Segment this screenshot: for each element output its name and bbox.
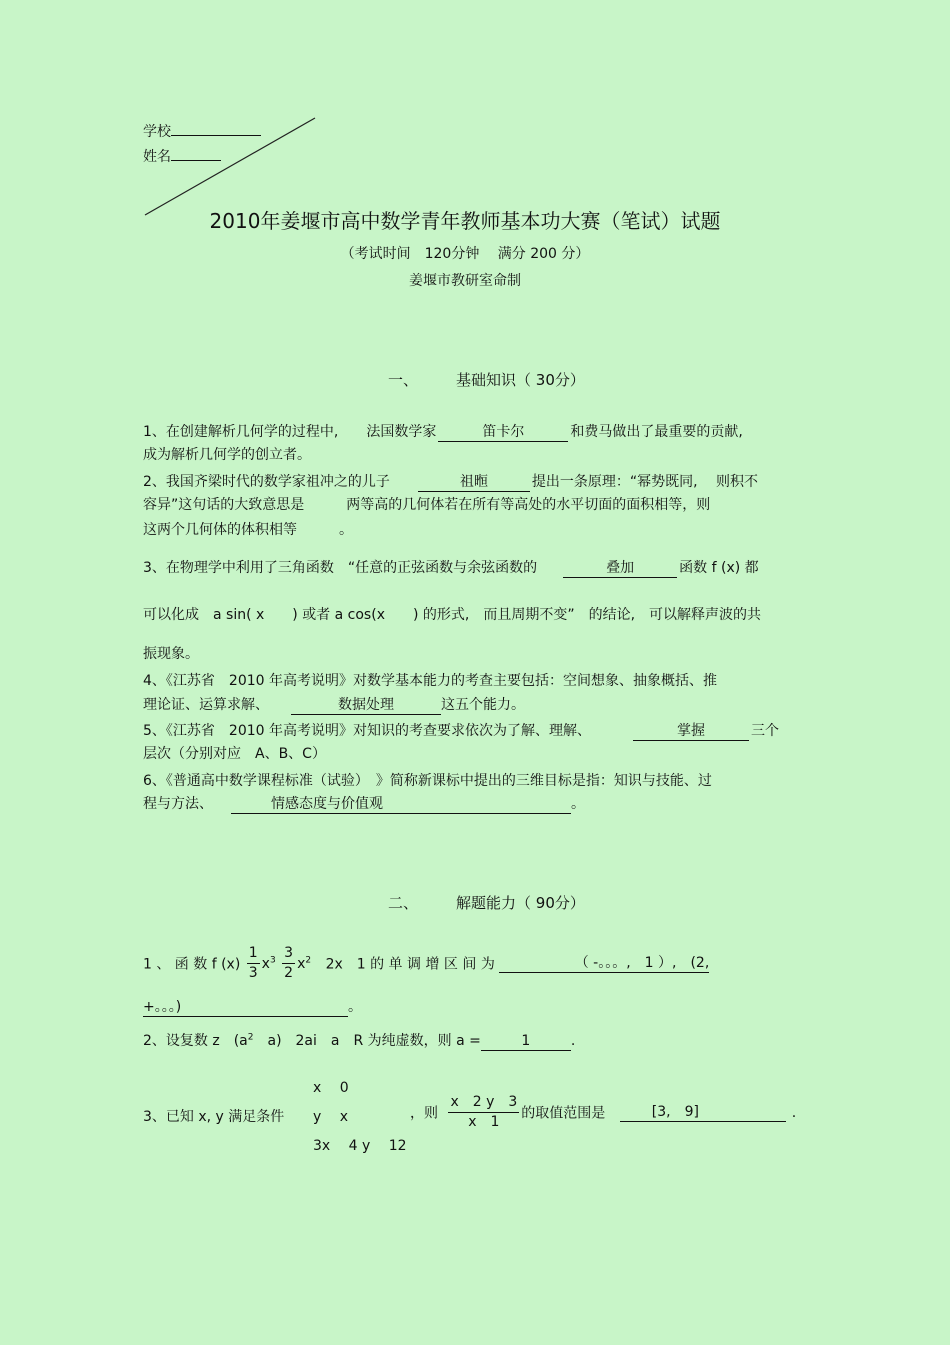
s2-q3-condition3: 3x 4 y 12 [313,1138,407,1154]
s1-q2-answer: 祖暅 [418,474,530,492]
fraction-one-third: $\frac{1}{3}$ [248,945,258,981]
s2-q1-answer-part1: （ -。。。, 1 ）, (2, [499,955,709,973]
s1-q6-line2: 程与方法、 情感态度与价值观 。 [143,796,585,812]
s2-q2-answer: 1 [481,1033,571,1051]
s2-q1-line1: 1 、 函 数 f (x) $\frac{1}{3}$ $x^3$ $\frac{3}{2}$ $x^2$ 2x 1 的 单 调 增 区 间 为 （ -。。。, 1 ）, (2, [143,945,710,981]
section2-title: 解题能力（ 90分） [456,894,585,912]
s1-q2-line1: 2、我国齐梁时代的数学家祖冲之的儿子 祖暅 提出一条原理：“幂势既同, 则积不 [143,474,759,490]
s2-q3-answer: [3, 9] [620,1104,786,1122]
page-title: 2010年姜堰市高中数学青年教师基本功大赛（笔试）试题 [209,209,721,233]
section2-heading [388,892,585,913]
s2-q3-line: 3、已知 x, y 满足条件 [143,1109,285,1125]
s1-q2-line3: 这两个几何体的体积相等 。 [143,522,353,538]
fraction-expression: $\frac{x 2 y 3}{x 1}$ [450,1094,518,1130]
exam-info: （考试时间 120分钟 满分 200 分） [340,246,590,262]
s2-q2-line: 2、设复数 z ($a^2$ a) 2ai a R 为纯虚数，则 a = 1 . [143,1032,576,1049]
section1-number: 一、 [388,371,419,389]
s1-q6-line1: 6、《普通高中数学课程标准（试验） 》简称新课标中提出的三维目标是指：知识与技能、过 [143,773,712,789]
section2-number: 二、 [388,894,419,912]
s1-q5-line2: 层次（分别对应 A、B、C） [143,746,326,762]
s2-q1-answer-part2: +。。。) [143,999,348,1017]
s1-q4-line2: 理论证、运算求解、 数据处理 这五个能力。 [143,697,525,713]
section1-title: 基础知识（ 30分） [456,371,585,389]
s1-q6-answer: 情感态度与价值观 [231,796,571,814]
s2-q3-expression: ，则 $\frac{x 2 y 3}{x 1}$ 的取值范围是 [3, 9] . [410,1094,797,1130]
s1-q4-answer: 数据处理 [291,697,441,715]
name-field [143,144,221,166]
s1-q3-line2: 可以化成 a sin( x ) 或者 a cos(x ) 的形式, 而且周期不变” 的结论, 可以解释声波的共 [143,607,762,623]
school-field [143,119,261,141]
s1-q1-answer: 笛卡尔 [438,424,568,442]
s2-q3-condition2: y x [313,1109,349,1125]
school-blank [171,119,261,136]
s1-q3-answer: 叠加 [563,560,677,578]
s1-q3-line3: 振现象。 [143,646,199,662]
s2-q1-line2: +。。。) 。 [143,999,362,1015]
author-line: 姜堰市教研室命制 [409,273,521,289]
name-blank [171,144,221,161]
s2-q3-condition1: x 0 [313,1080,349,1096]
s1-q4-line1: 4、《江苏省 2010 年高考说明》对数学基本能力的考查主要包括：空间想象、抽象概括、推 [143,673,717,689]
fraction-three-halves: $\frac{3}{2}$ [284,945,294,981]
s1-q1-line2: 成为解析几何学的创立者。 [143,447,311,463]
section1-heading [388,369,585,390]
name-label: 姓名 [143,149,171,165]
s1-q3-line1: 3、在物理学中利用了三角函数 “任意的正弦函数与余弦函数的 叠加 函数 f (x) 都 [143,560,759,576]
school-label: 学校 [143,124,171,140]
s1-q5-answer: 掌握 [633,723,749,741]
s1-q2-line2: 容异”这句话的大致意思是 两等高的几何体若在所有等高处的水平切面的面积相等，则 [143,497,711,513]
s1-q1-line1: 1、在创建解析几何学的过程中, 法国数学家 笛卡尔 和费马做出了最重要的贡献, [143,424,743,440]
s1-q5-line1: 5、《江苏省 2010 年高考说明》对知识的考查要求依次为了解、理解、 掌握 三个 [143,723,779,739]
